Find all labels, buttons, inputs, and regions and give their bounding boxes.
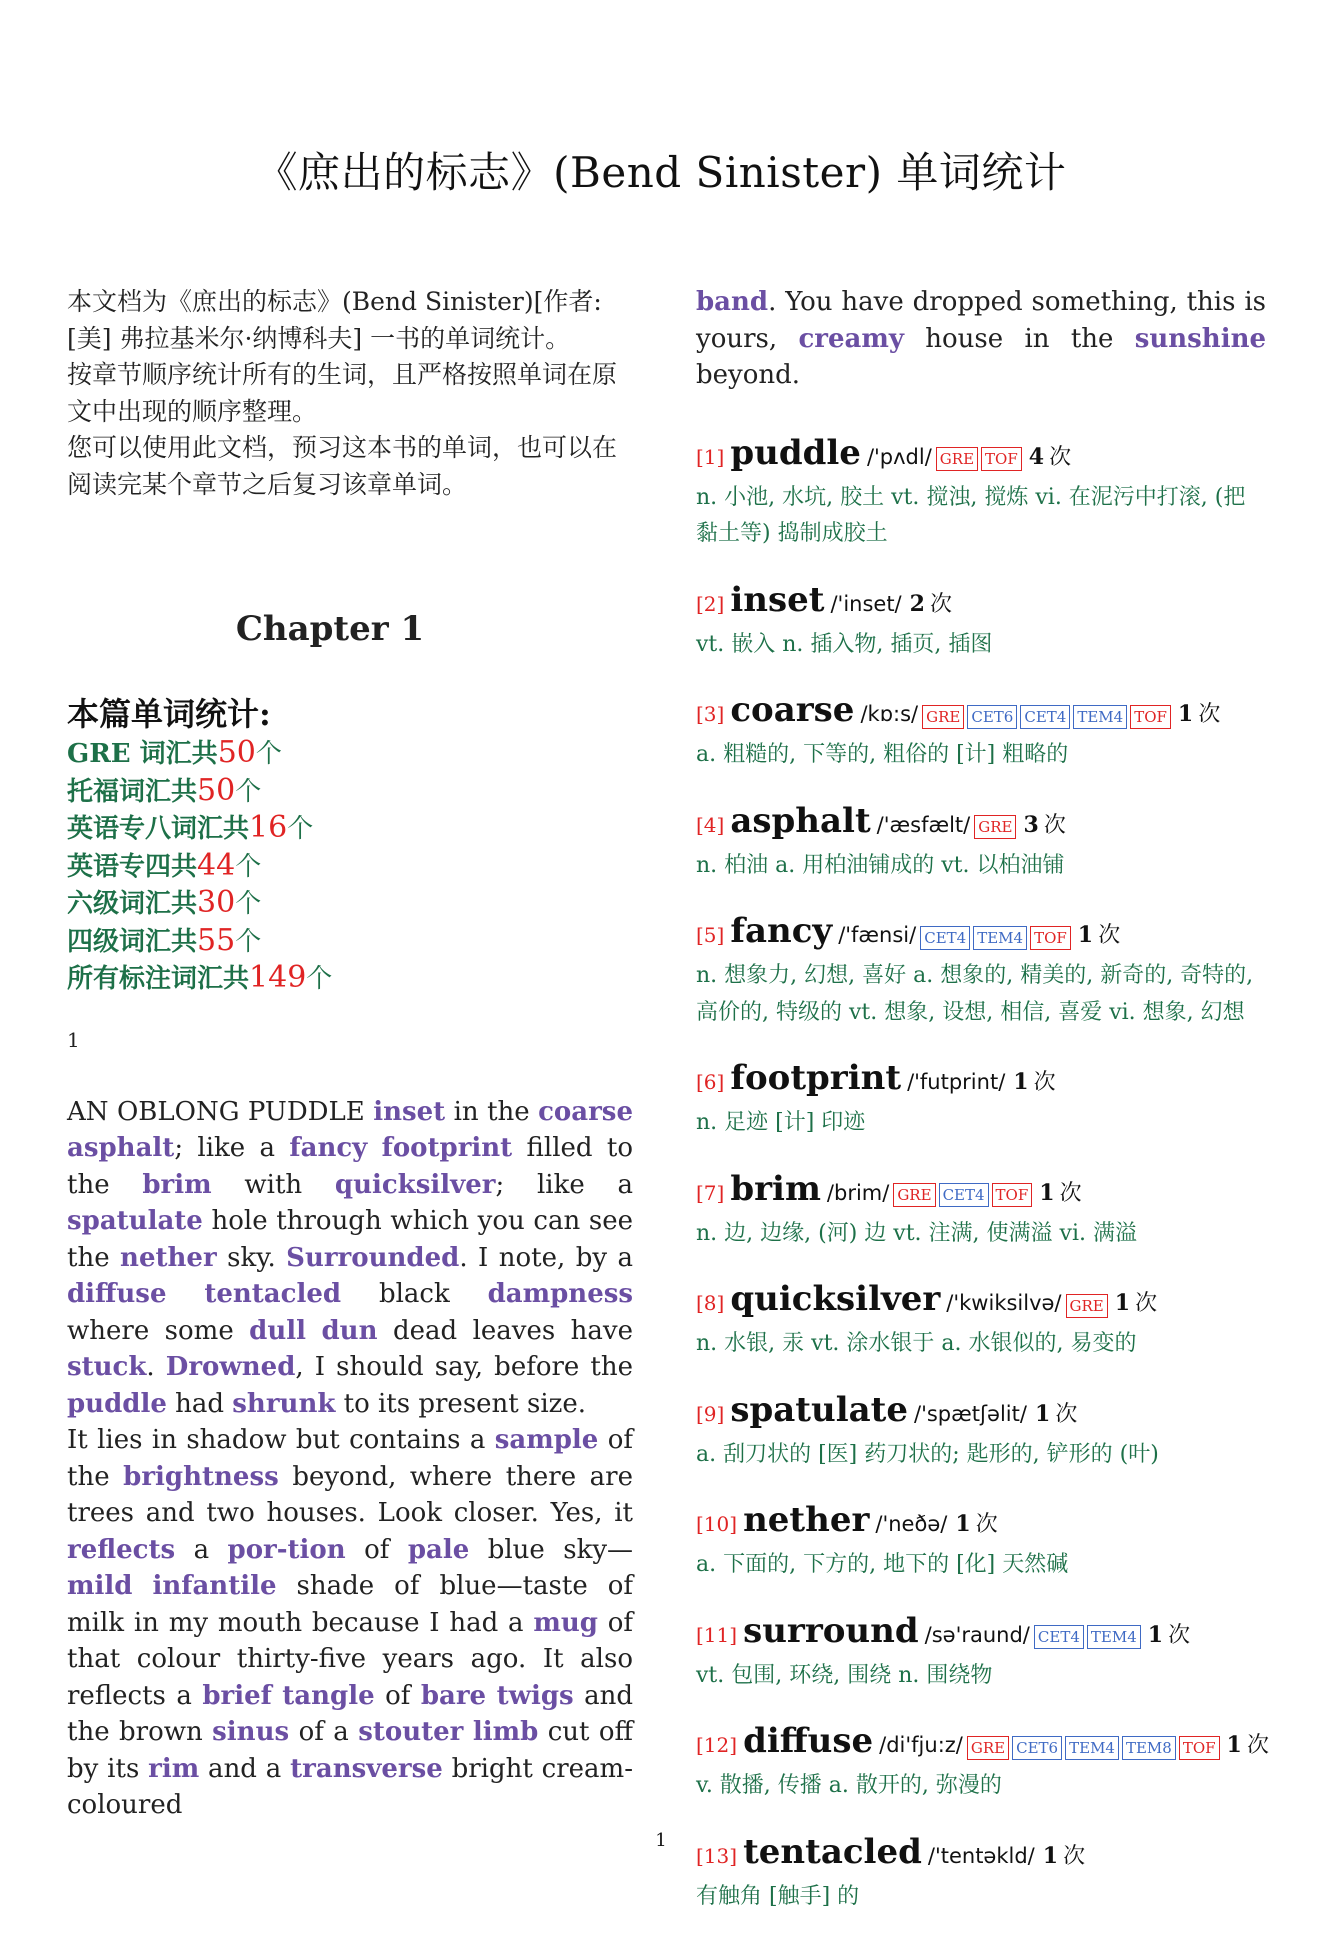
entry-word: coarse bbox=[730, 690, 855, 730]
entry-index: [6] bbox=[696, 1070, 725, 1094]
stat-count: 50 bbox=[197, 772, 236, 808]
exam-tag-badge: TEM4 bbox=[1065, 1736, 1119, 1760]
vocab-entry bbox=[696, 1612, 1266, 1695]
stat-label: 所有标注词汇共 bbox=[67, 964, 250, 994]
exam-tag-badge: CET4 bbox=[920, 926, 970, 950]
entry-word: asphalt bbox=[730, 800, 871, 841]
passage-segment: a bbox=[175, 1534, 228, 1565]
passage-segment: black bbox=[341, 1279, 488, 1309]
entry-index: [9] bbox=[696, 1401, 725, 1426]
stat-label: 六级词汇共 bbox=[67, 889, 198, 919]
entry-index: [3] bbox=[696, 702, 725, 726]
exam-tag-badge: GRE bbox=[893, 1183, 935, 1207]
entry-word: footprint bbox=[730, 1058, 902, 1098]
highlighted-word: asphalt bbox=[67, 1133, 175, 1163]
stat-label: 英语专八词汇共 bbox=[67, 814, 250, 844]
passage-segment: sky. bbox=[216, 1242, 287, 1273]
stat-label: 托福词汇共 bbox=[67, 776, 198, 807]
entry-count-unit: 次 bbox=[1135, 1291, 1158, 1316]
highlighted-word: rim bbox=[148, 1753, 200, 1784]
highlighted-word: Surrounded bbox=[286, 1242, 460, 1273]
stats-heading: 本篇单词统计: bbox=[67, 695, 271, 733]
passage-segment: of bbox=[345, 1534, 408, 1565]
passage-segment bbox=[306, 1316, 321, 1346]
stat-count: 16 bbox=[249, 810, 288, 845]
entry-header bbox=[696, 1721, 1269, 1766]
passage-segment: in the bbox=[445, 1096, 539, 1127]
exam-tag-badge: CET6 bbox=[967, 705, 1017, 729]
passage-segment: of bbox=[374, 1680, 421, 1711]
vocab-entry bbox=[696, 1170, 1266, 1253]
entry-index: [10] bbox=[696, 1512, 738, 1536]
entry-header bbox=[696, 581, 1266, 625]
entry-phonetic: /'kwiksilvə/ bbox=[946, 1291, 1062, 1315]
stat-unit: 个 bbox=[235, 851, 262, 882]
highlighted-word: twigs bbox=[496, 1680, 574, 1711]
passage-segment bbox=[132, 1571, 152, 1601]
entry-phonetic: /'tentəkld/ bbox=[927, 1843, 1035, 1868]
entry-index: [2] bbox=[696, 591, 725, 616]
entry-word: spatulate bbox=[730, 1389, 908, 1430]
entry-definition: 有触角 [触手] 的 bbox=[696, 1883, 860, 1909]
passage-segment bbox=[272, 1681, 282, 1711]
entry-phonetic: /'fænsi/ bbox=[838, 923, 917, 947]
entry-phonetic: /brim/ bbox=[826, 1180, 890, 1205]
chapter-heading: Chapter 1 bbox=[235, 609, 425, 649]
highlighted-word: Drowned bbox=[165, 1352, 296, 1382]
entry-index: [12] bbox=[696, 1733, 738, 1757]
stat-unit: 个 bbox=[287, 814, 314, 844]
entry-definition: n. 边, 边缘, (河) 边 vt. 注满, 使满溢 vi. 满溢 bbox=[696, 1220, 1137, 1246]
entry-index: [11] bbox=[696, 1622, 738, 1647]
stats-list bbox=[67, 735, 633, 998]
passage-segment: filled to the bbox=[67, 1133, 633, 1200]
stat-label: 英语专四共 bbox=[67, 851, 198, 882]
entry-phonetic: /'æsfælt/ bbox=[876, 812, 971, 837]
entry-index: [7] bbox=[696, 1180, 725, 1205]
exam-tag-badge: TEM4 bbox=[973, 926, 1027, 950]
entry-definition: a. 刮刀状的 [医] 药刀状的; 匙形的, 铲形的 (叶) bbox=[696, 1441, 1159, 1467]
passage-segment: , I should say, before the bbox=[295, 1352, 633, 1382]
entry-header bbox=[696, 1170, 1266, 1214]
vocab-entry bbox=[696, 691, 1266, 774]
exam-tag-badge: TOF bbox=[981, 447, 1022, 471]
highlighted-word: brim bbox=[142, 1169, 212, 1200]
stat-unit: 个 bbox=[235, 889, 262, 919]
entry-definition: n. 水银, 汞 vt. 涂水银于 a. 水银似的, 易变的 bbox=[696, 1331, 1137, 1356]
exam-tag-badge: TEM4 bbox=[1073, 705, 1127, 729]
entry-count-unit: 次 bbox=[1063, 1843, 1086, 1869]
passage-segment: with bbox=[211, 1169, 335, 1200]
passage-continued bbox=[696, 284, 1266, 394]
entry-count: 1 bbox=[1039, 1179, 1055, 1206]
entry-index: [5] bbox=[696, 923, 725, 947]
highlighted-word: infantile bbox=[152, 1571, 277, 1601]
highlighted-word: shrunk bbox=[232, 1388, 336, 1419]
entry-definition: n. 想象力, 幻想, 喜好 a. 想象的, 精美的, 新奇的, 奇特的, 高价的, 特级的 vt. 想象, 设想, 相信, 喜爱 vi. 想象, 幻想 bbox=[696, 963, 1254, 1025]
passage-segment: blue sky— bbox=[469, 1534, 634, 1565]
entry-definition: n. 小池, 水坑, 胶土 vt. 搅浊, 搅炼 vi. 在泥污中打滚, (把黏土等) 捣制成胶土 bbox=[696, 484, 1246, 546]
entry-word: surround bbox=[743, 1610, 919, 1651]
vocab-entry bbox=[696, 1391, 1266, 1474]
stat-label: 四级词汇共 bbox=[67, 926, 198, 957]
entry-count: 1 bbox=[1077, 922, 1094, 948]
intro-line: 本文档为《庶出的标志》(Bend Sinister)[作者: [美] 弗拉基米尔·纳博科夫] 一书的单词统计。 bbox=[67, 287, 602, 353]
entry-header bbox=[696, 1612, 1266, 1656]
entry-count-unit: 次 bbox=[1049, 444, 1072, 470]
section-number: 1 bbox=[67, 1027, 80, 1052]
exam-tag-badge: TEM8 bbox=[1122, 1736, 1176, 1760]
stat-line bbox=[67, 885, 633, 923]
entry-word: quicksilver bbox=[730, 1279, 941, 1319]
highlighted-word: band bbox=[696, 287, 769, 317]
stat-count: 44 bbox=[197, 847, 236, 883]
entry-definition: n. 柏油 a. 用柏油铺成的 vt. 以柏油铺 bbox=[696, 852, 1065, 878]
stat-unit: 个 bbox=[235, 926, 262, 957]
entry-word: inset bbox=[730, 579, 825, 620]
document-title: 《庶出的标志》(Bend Sinister) 单词统计 bbox=[255, 148, 1067, 197]
exam-tag-badge: CET4 bbox=[1034, 1625, 1084, 1649]
entry-phonetic: /sə'raund/ bbox=[924, 1622, 1030, 1647]
highlighted-word: tentacled bbox=[204, 1279, 342, 1309]
exam-tag-badge: TOF bbox=[1179, 1736, 1220, 1760]
entry-index: [1] bbox=[696, 444, 725, 469]
entry-header bbox=[696, 1280, 1266, 1324]
stat-unit: 个 bbox=[306, 964, 333, 994]
entry-phonetic: /'neðə/ bbox=[875, 1512, 948, 1536]
entry-word: diffuse bbox=[743, 1721, 874, 1761]
stat-unit: 个 bbox=[235, 776, 262, 807]
passage-segment: where some bbox=[67, 1315, 250, 1346]
entry-header bbox=[696, 912, 1266, 956]
highlighted-word: diffuse bbox=[67, 1279, 167, 1309]
exam-tag-badge: CET4 bbox=[1020, 705, 1070, 729]
entry-definition: v. 散播, 传播 a. 散开的, 弥漫的 bbox=[696, 1773, 1002, 1798]
highlighted-word: tangle bbox=[282, 1680, 375, 1711]
entry-count: 1 bbox=[955, 1511, 971, 1537]
stat-line bbox=[67, 960, 633, 998]
passage-segment: AN OBLONG PUDDLE bbox=[67, 1096, 374, 1127]
entry-count-unit: 次 bbox=[1033, 1070, 1056, 1095]
passage-segment: beyond, where there are trees and two houses. Look closer. Yes, it bbox=[67, 1461, 633, 1528]
entry-count-unit: 次 bbox=[1098, 923, 1121, 948]
left-column bbox=[67, 284, 633, 1824]
vocab-entry bbox=[696, 1721, 1269, 1805]
highlighted-word: bare bbox=[420, 1680, 487, 1711]
highlighted-word: brightness bbox=[123, 1461, 279, 1492]
entry-count-unit: 次 bbox=[1059, 1180, 1082, 1206]
passage-segment bbox=[486, 1681, 496, 1711]
passage-paragraph bbox=[67, 1094, 633, 1423]
highlighted-word: quicksilver bbox=[334, 1169, 496, 1200]
stat-count: 55 bbox=[197, 922, 236, 958]
passage-segment: ; like a bbox=[495, 1169, 633, 1200]
page-number: 1 bbox=[655, 1830, 667, 1851]
entry-count: 1 bbox=[1114, 1290, 1131, 1316]
entry-phonetic: /kɒ:s/ bbox=[860, 702, 919, 726]
entry-count-unit: 次 bbox=[975, 1512, 998, 1537]
highlighted-word: mug bbox=[533, 1607, 598, 1638]
entry-word: nether bbox=[743, 1500, 870, 1540]
exam-tag-badge: CET4 bbox=[939, 1183, 989, 1207]
entry-count: 1 bbox=[1042, 1842, 1059, 1869]
entry-header bbox=[696, 1059, 1266, 1103]
intro-paragraph bbox=[67, 284, 633, 503]
entry-phonetic: /'spætʃəlit/ bbox=[914, 1401, 1027, 1426]
vocab-entry bbox=[696, 434, 1266, 553]
passage-segment: house in the bbox=[903, 323, 1135, 354]
passage-segment: and a bbox=[199, 1753, 291, 1784]
entry-count-unit: 次 bbox=[1198, 702, 1221, 727]
passage-segment: . I note, by a bbox=[459, 1242, 633, 1273]
passage-text bbox=[67, 1094, 633, 1824]
entry-phonetic: /'pʌdl/ bbox=[866, 444, 932, 469]
entry-definition: a. 下面的, 下方的, 地下的 [化] 天然碱 bbox=[696, 1552, 1069, 1577]
stat-unit: 个 bbox=[255, 739, 282, 769]
entry-phonetic: /'inset/ bbox=[830, 591, 902, 616]
entry-count: 1 bbox=[1013, 1069, 1029, 1095]
highlighted-word: dampness bbox=[487, 1279, 634, 1309]
stat-line bbox=[67, 810, 633, 848]
passage-segment: dead leaves have bbox=[377, 1315, 633, 1346]
entry-header bbox=[696, 691, 1266, 735]
entry-header bbox=[696, 1391, 1266, 1435]
highlighted-word: stuck bbox=[67, 1352, 147, 1382]
stat-count: 30 bbox=[197, 885, 236, 920]
entry-definition: n. 足迹 [计] 印迹 bbox=[696, 1110, 866, 1135]
entry-count-unit: 次 bbox=[1043, 812, 1066, 838]
passage-segment: beyond. bbox=[696, 360, 801, 390]
vocab-entry bbox=[696, 1501, 1266, 1584]
entry-header bbox=[696, 434, 1266, 478]
stat-count: 149 bbox=[249, 960, 307, 995]
highlighted-word: dull bbox=[249, 1315, 307, 1346]
highlighted-word: sinus bbox=[212, 1717, 290, 1747]
exam-tag-badge: GRE bbox=[974, 815, 1016, 839]
highlighted-word: sample bbox=[494, 1425, 599, 1455]
passage-segment: shade of blue—taste of milk in my mouth because I had a bbox=[67, 1571, 634, 1638]
passage-segment: had bbox=[166, 1388, 233, 1419]
highlighted-word: limb bbox=[472, 1717, 539, 1747]
entry-count: 1 bbox=[1034, 1400, 1051, 1427]
entry-definition: a. 粗糙的, 下等的, 粗俗的 [计] 粗略的 bbox=[696, 742, 1069, 767]
entry-count: 3 bbox=[1023, 811, 1039, 838]
passage-segment: and the brown bbox=[67, 1680, 634, 1747]
entry-count-unit: 次 bbox=[930, 591, 953, 617]
passage-segment: to its present size. bbox=[335, 1388, 587, 1419]
highlighted-word: spatulate bbox=[67, 1206, 203, 1236]
highlighted-word: reflects bbox=[67, 1534, 176, 1565]
highlighted-word: brief bbox=[202, 1680, 272, 1711]
passage-segment bbox=[463, 1717, 472, 1747]
passage-segment: of a bbox=[289, 1717, 359, 1747]
stat-label: GRE 词汇共 bbox=[67, 739, 218, 769]
vocab-entry bbox=[696, 1280, 1266, 1363]
highlighted-word: coarse bbox=[538, 1096, 633, 1127]
entry-header bbox=[696, 1501, 1266, 1545]
intro-line: 按章节顺序统计所有的生词，且严格按照单词在原文中出现的顺序整理。 bbox=[67, 360, 618, 426]
vocab-entry bbox=[696, 912, 1266, 1031]
highlighted-word: stouter bbox=[358, 1717, 464, 1747]
entry-count: 1 bbox=[1147, 1621, 1164, 1648]
vocab-entry bbox=[696, 802, 1266, 885]
entry-count: 1 bbox=[1177, 701, 1194, 727]
stat-line bbox=[67, 773, 633, 811]
highlighted-word: pale bbox=[407, 1534, 470, 1565]
entry-phonetic: /'futprint/ bbox=[907, 1070, 1006, 1094]
highlighted-word: sunshine bbox=[1134, 323, 1267, 354]
vocab-entry bbox=[696, 1059, 1266, 1142]
passage-segment bbox=[367, 1133, 381, 1163]
stat-count: 50 bbox=[217, 735, 256, 770]
entry-count-unit: 次 bbox=[1246, 1733, 1269, 1758]
entry-count: 1 bbox=[1226, 1732, 1242, 1758]
entry-count: 4 bbox=[1028, 443, 1045, 470]
entry-index: [4] bbox=[696, 812, 725, 837]
vocabulary-list bbox=[696, 432, 1269, 1916]
entry-count-unit: 次 bbox=[1055, 1401, 1078, 1427]
highlighted-word: puddle bbox=[67, 1388, 167, 1419]
highlighted-word: creamy bbox=[798, 323, 904, 354]
passage-segment bbox=[166, 1279, 204, 1309]
exam-tag-badge: GRE bbox=[922, 705, 964, 729]
stat-line bbox=[67, 735, 633, 773]
highlighted-word: fancy bbox=[289, 1133, 368, 1163]
right-column bbox=[696, 284, 1269, 1943]
passage-segment: of the bbox=[67, 1425, 633, 1492]
entry-count: 2 bbox=[909, 590, 925, 617]
entry-definition: vt. 嵌入 n. 插入物, 插页, 插图 bbox=[696, 631, 993, 657]
passage-segment: hole through which you can see the bbox=[67, 1206, 633, 1273]
exam-tag-badge: GRE bbox=[967, 1736, 1009, 1760]
highlighted-word: nether bbox=[120, 1242, 217, 1273]
exam-tag-badge: CET6 bbox=[1012, 1736, 1062, 1760]
entry-count-unit: 次 bbox=[1168, 1622, 1191, 1648]
exam-tag-badge: GRE bbox=[1066, 1294, 1108, 1318]
entry-word: fancy bbox=[730, 911, 833, 951]
highlighted-word: mild bbox=[67, 1571, 133, 1601]
stat-line bbox=[67, 848, 633, 886]
intro-line: 您可以使用此文档，预习这本书的单词，也可以在阅读完某个章节之后复习该章单词。 bbox=[67, 433, 618, 499]
exam-tag-badge: TOF bbox=[1130, 705, 1171, 729]
exam-tag-badge: TOF bbox=[992, 1183, 1033, 1207]
passage-segment: It lies in shadow but contains a bbox=[67, 1425, 495, 1455]
stat-line bbox=[67, 923, 633, 961]
entry-word: tentacled bbox=[743, 1831, 922, 1872]
vocab-entry bbox=[696, 581, 1266, 664]
exam-tag-badge: TEM4 bbox=[1087, 1625, 1141, 1649]
entry-phonetic: /di'fju:z/ bbox=[879, 1733, 963, 1757]
passage-segment: . You have dropped something, this is yours, bbox=[696, 287, 1266, 354]
passage-segment: bright cream-coloured bbox=[67, 1753, 633, 1820]
passage-segment: . bbox=[146, 1352, 166, 1382]
entry-word: brim bbox=[730, 1168, 821, 1209]
highlighted-word: footprint bbox=[381, 1133, 513, 1163]
exam-tag-badge: GRE bbox=[936, 447, 978, 471]
entry-index: [13] bbox=[696, 1843, 738, 1868]
highlighted-word: inset bbox=[373, 1096, 446, 1127]
passage-segment: cut off by its bbox=[67, 1717, 634, 1784]
passage-paragraph bbox=[67, 1422, 633, 1824]
exam-tag-badge: TOF bbox=[1030, 926, 1071, 950]
highlighted-word: por-tion bbox=[227, 1534, 346, 1565]
entry-header bbox=[696, 802, 1266, 846]
passage-segment: ; like a bbox=[174, 1133, 290, 1163]
highlighted-word: dun bbox=[321, 1315, 378, 1346]
highlighted-word: transverse bbox=[290, 1753, 443, 1784]
entry-word: puddle bbox=[730, 432, 861, 473]
passage-segment: of that colour thirty-five years ago. It also reflects a bbox=[67, 1607, 633, 1711]
entry-index: [8] bbox=[696, 1291, 725, 1315]
entry-definition: vt. 包围, 环绕, 围绕 n. 围绕物 bbox=[696, 1662, 993, 1688]
